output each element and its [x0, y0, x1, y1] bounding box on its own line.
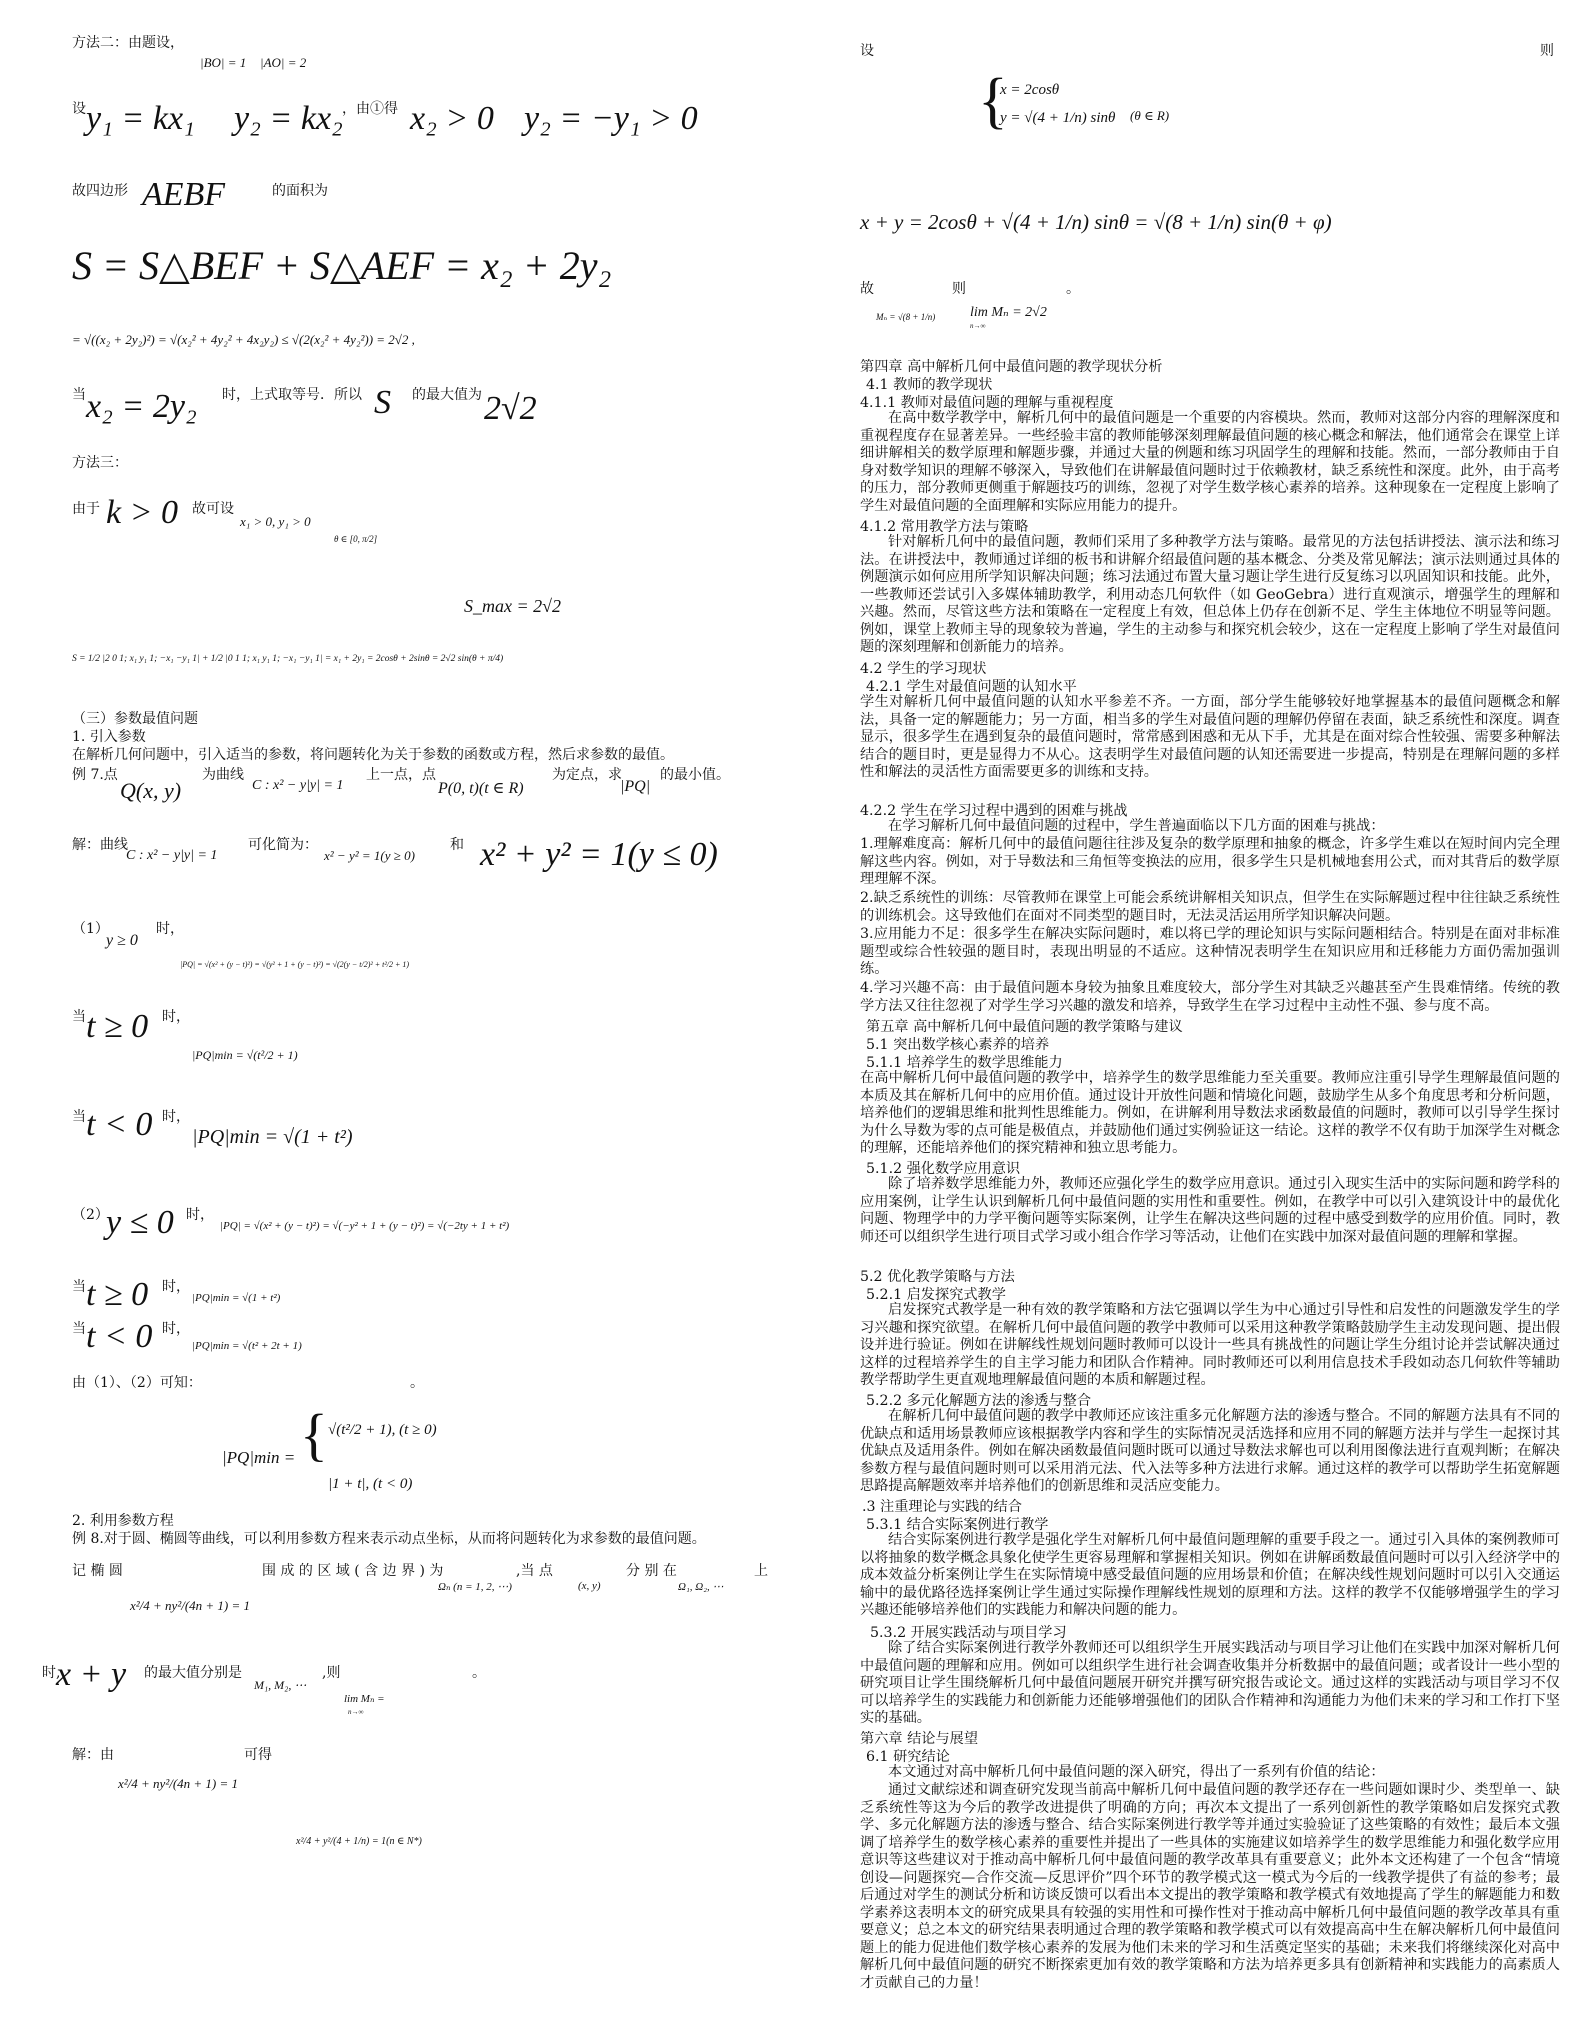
- s42-heading: 4.2 学生的学习现状: [860, 661, 987, 677]
- c2a-eq: |PQ|min = √(1 + t²): [192, 1292, 281, 1304]
- p422-4: 4.学习兴趣不高：由于最值问题本身较为抽象且难度较大，部分学生对其缺乏兴趣甚至产生畏难情绪。传统的教学方法又往往忽视了对学生学习兴趣的激发和培养，导致学生在学习过程中主动性不强、参与度不高。: [860, 980, 1560, 1014]
- c1a-text: 时，: [162, 1009, 190, 1025]
- m3-cond: x₁ > 0, y₁ > 0: [240, 514, 311, 529]
- result-bottom: |1 + t|, (t < 0): [328, 1476, 413, 1492]
- ch5-heading: 第五章 高中解析几何中最值问题的教学策略与建议: [866, 1019, 1183, 1035]
- set-eq3: x₂ > 0: [410, 100, 494, 137]
- p532: 除了结合实际案例进行教学外教师还可以组织学生开展实践活动与项目学习让他们在实践中加深对解析几何中最值问题的理解和应用。例如可以组织学生进行社会调查收集并分析数据中的最值问题；或者设计一些小型的研究项目让学生围绕解析几何中最值问题展开研究并撰写研究报告或论文。通过这样的实践活动与项目学习不仅可以培养学生的实践能力和创新能力还能够增强他们的团队合作精神和沟通能力为他们未来的学习和工作打下坚实的基础。: [860, 1640, 1560, 1726]
- sol8-b: 可得: [244, 1747, 272, 1763]
- c2a-when: 当: [72, 1279, 86, 1295]
- c2b-eq: |PQ|min = √(t² + 2t + 1): [192, 1340, 302, 1352]
- ex8-e: 上: [754, 1563, 768, 1579]
- conclusion-line: 由（1）、（2）可知：: [72, 1375, 202, 1391]
- c2b-cond: t < 0: [86, 1318, 153, 1355]
- mn-eq: Mₙ = √(8 + 1/n): [876, 312, 936, 322]
- sol-a: 解：曲线: [72, 837, 128, 853]
- ex8-xy: (x, y): [578, 1580, 601, 1592]
- ex8-text: 例 8.对于圆、椭圆等曲线，可以利用参数方程来表示动点坐标，从而将问题转化为求参数的最值问题。: [72, 1531, 706, 1547]
- c1b-text: 时，: [162, 1109, 190, 1125]
- s531-heading: 5.3.1 结合实际案例进行教学: [866, 1517, 1049, 1533]
- p61b: 通过文献综述和调查研究发现当前高中解析几何中最值问题的教学还存在一些问题如课时少、类型单一、缺乏系统性等这为今后的教学改进提供了明确的方向；再次本文提出了一系列创新性的教学策略如启发探究式教学、多元化解题方法的渗透与整合、结合实际案例进行教学等并通过实验验证了这些策略的有效性；最后本文强调了培养学生的数学核心素养的重要性并提出了一些具体的实施建议如培养学生的数学思维能力和强化数学应用意识等这些建议对于推动高中解析几何中最值问题的教学改革具有重要意义；此外本文还构建了一个包含“情境创设—问题探究—合作交流—反思评价”四个环节的教学模式这一模式为今后的一线教学提供了有益的参考；最后通过对学生的测试分析和访谈反馈可以看出本文提出的教学策略和教学模式有效地提高了学生的解题能力和数学素养这表明本文的研究成果具有较强的实用性和可操作性对于推动高中解析几何中最值问题的教学改革具有重要意义；总之本文的研究结果表明通过合理的教学策略和教学模式可以有效提高高中生在解决解析几何中最值问题上的能力促进他们数学核心素养的发展为他们未来的学习和生活奠定坚实的基础；未来我们将继续深化对高中解析几何中最值问题的研究不断探索更加有效的教学策略和方法为培养更多具有创新精神和实践能力的高素质人才贡献自己的力量！: [860, 1782, 1560, 1991]
- sum-eq: x + y = 2cosθ + √(4 + 1/n) sinθ = √(8 + 1/n) sin(θ + φ): [860, 210, 1332, 234]
- result-top: √(t²/2 + 1), (t ≥ 0): [328, 1422, 437, 1438]
- r-dot: 。: [1066, 281, 1080, 297]
- p522: 在解析几何中最值问题的教学中教师还应该注重多元化解题方法的渗透与整合。不同的解题方法具有不同的优缺点和适用场景教师应该根据教学内容和学生的实际情况灵活选择和应用不同的解题方法并与学生一起探讨其优缺点及适用条件。例如在解决函数最值问题时既可以通过导数法求解也可以利用图像法进行直观判断；在解决参数方程与最值问题时则可以采用消元法、代入法等多种方法进行求解。通过这样的教学可以帮助学生拓宽解题思路提高解题效率并培养他们的创新思维和灵活应变能力。: [860, 1408, 1560, 1494]
- case2-label: （2）: [72, 1207, 109, 1223]
- s532-heading: 5.3.2 开展实践活动与项目学习: [870, 1625, 1067, 1641]
- s512-heading: 5.1.2 强化数学应用意识: [866, 1161, 1021, 1177]
- ex8-d: 分 别 在: [626, 1563, 677, 1579]
- p412: 针对解析几何中的最值问题，教师们采用了多种教学方法与策略。最常见的方法包括讲授法、演示法和练习法。在讲授法中，教师通过详细的板书和讲解介绍最值问题的基本概念、分类及常见解法；演示法则通过具体的例题演示如何应用所学知识解决问题；练习法通过布置大量习题让学生进行反复练习以巩固知识和技能。此外，一些教师还尝试引入多媒体辅助教学，利用动态几何软件（如 GeoGebra）进行直观演示，增强学生的理解和兴趣。然而，尽管这些方法和策略在一定程度上有效，但总体上仍存在创新不足、学生主体地位不明显等问题。例如，课堂上教师主导的现象较为普遍，学生的主动参与和探究机会较少，这在一定程度上影响了学生对最值问题的深刻理解和创新能力的培养。: [860, 534, 1560, 655]
- ch6-heading: 第六章 结论与展望: [860, 1731, 979, 1747]
- ex8-h: ,则: [322, 1665, 341, 1681]
- sol-c: C : x² − y|y| = 1: [126, 848, 218, 863]
- p421: 学生对解析几何中最值问题的认知水平参差不齐。一方面，部分学生能够较好地掌握基本的最值问题概念和解法，具备一定的解题能力；另一方面，相当多的学生对最值问题的理解仍停留在表面，缺乏系统性和深度。调查显示，很多学生在遇到复杂的最值问题时，常常感到困惑和无从下手，尤其是在面对综合性较强、需要多种解法结合的题目时，更是显得力不从心。这表明学生对最值问题的认知还需要进一步提高，特别是在理解问题的多样性和解法的灵活性方面需要更多的训练和支持。: [860, 694, 1560, 780]
- s52-heading: 5.2 优化教学策略与方法: [860, 1269, 1015, 1285]
- c1a-when: 当: [72, 1009, 86, 1025]
- p411: 在高中数学教学中，解析几何中的最值问题是一个重要的内容模块。然而，教师对这部分内容的理解深度和重视程度存在显著差异。一些经验丰富的教师能够深刻理解最值问题的核心概念和解法，他们通常会在课堂上详细讲解相关的数学原理和解题步骤，并通过大量的例题和练习巩固学生的理解和技能。然而，一部分教师由于自身对数学知识的理解不够深入，导致他们在讲解最值问题时过于依赖教材，缺乏系统性和深度。此外，由于高考的压力，部分教师更侧重于解题技巧的训练，忽视了对学生数学核心素养的培养。这种现象在一定程度上影响了学生对最值问题的全面理解和实际应用能力的提升。: [860, 410, 1560, 514]
- set-eq4: y₂ = −y₁ > 0: [524, 100, 698, 137]
- s522-heading: 5.2.2 多元化解题方法的渗透与整合: [866, 1393, 1092, 1409]
- p521: 启发探究式教学是一种有效的教学策略和方法它强调以学生为中心通过引导性和启发性的问题激发学生的学习兴趣和探究欲望。在解析几何中最值问题的教学中教师可以采用这种教学策略鼓励学生主动发现问题、提出假设并进行验证。例如在讲解线性规划问题时教师可以设计一些具有挑战性的问题让学生分组讨论并尝试解决通过这样的过程培养学生的自主学习能力和团队合作精神。同时教师还可以利用信息技术手段如动态几何软件等辅助教学帮助学生更直观地理解最值问题的本质和解题过程。: [860, 1302, 1560, 1388]
- ex7-b: 为曲线: [202, 767, 244, 783]
- sol-eq1: x² − y² = 1(y ≥ 0): [324, 848, 415, 863]
- ex8-xy2: x + y: [56, 1656, 127, 1693]
- ch4-heading: 第四章 高中解析几何中最值问题的教学现状分析: [860, 359, 1163, 375]
- c2a-text: 时，: [162, 1279, 190, 1295]
- eq-text: 时，上式取等号．所以: [222, 387, 362, 403]
- sol-b: 可化简为：: [248, 837, 318, 853]
- case2-eq: |PQ| = √(x² + (y − t)²) = √(−y² + 1 + (y − t)²) = √(−2ty + 1 + t²): [220, 1220, 510, 1232]
- c2a-cond: t ≥ 0: [86, 1276, 149, 1313]
- case2-cond: y ≤ 0: [106, 1204, 174, 1241]
- ex8-lim-sub: n→∞: [348, 1708, 364, 1716]
- case2-when: 时，: [186, 1207, 214, 1223]
- ex8-dot: 。: [472, 1665, 486, 1681]
- s421-heading: 4.2.1 学生对最值问题的认知水平: [866, 679, 1077, 695]
- m3-theta: θ ∈ [0, π/2]: [334, 534, 378, 544]
- ex7-q: Q(x, y): [120, 778, 182, 803]
- p531: 结合实际案例进行教学是强化学生对解析几何中最值问题理解的重要手段之一。通过引入具体的案例教师可以将抽象的数学概念具象化使学生更容易理解和掌握相关知识。例如在讲解函数最值问题时可以引入经济学中的成本效益分析案例让学生在实际情境中感受最值问题的应用场景和价值；在解决线性规划问题时可以引入交通运输中的最优路径选择案例让学生通过实际操作理解线性规划的原理和方法。这样的教学不仅能够增强学生的学习兴趣还能够培养他们的实践能力和解决问题的能力。: [860, 1532, 1560, 1618]
- sol-and: 和: [450, 837, 464, 853]
- ex8-omega: Ωₙ (n = 1, 2, ⋯): [438, 1581, 512, 1593]
- p422-1: 1.理解难度高：解析几何中的最值问题往往涉及复杂的数学原理和抽象的概念，许多学生难以在短时间内完全理解这些内容。例如，对于导数法和三角恒等变换法的应用，很多学生只是机械地套用公式，而对其背后的数学原理理解不深。: [860, 836, 1560, 887]
- ex7-e: 为定点，求: [552, 767, 622, 783]
- method3-line: 方法三：: [72, 455, 128, 471]
- c1a-cond: t ≥ 0: [86, 1008, 149, 1045]
- param-x: x = 2cosθ: [1000, 82, 1060, 98]
- set-from: ，由①得: [342, 101, 398, 117]
- area-eq: S = S△BEF + S△AEF = x₂ + 2y₂: [72, 243, 612, 288]
- ex8-b: 围 成 的 区 域 ( 含 边 界 ) 为: [262, 1563, 444, 1579]
- c2b-text: 时，: [162, 1321, 190, 1337]
- ex8-lim: lim Mₙ =: [344, 1693, 385, 1705]
- sol-eq2: x² + y² = 1(y ≤ 0): [480, 836, 718, 873]
- ex7-c: C : x² − y|y| = 1: [252, 778, 344, 793]
- m3-smax: S_max = 2√2: [464, 596, 562, 616]
- p61a: 本文通过对高中解析几何中最值问题的深入研究，得出了一系列有价值的结论：: [888, 1764, 1385, 1780]
- sec3-heading: （三）参数最值问题: [72, 711, 198, 727]
- set-eq2: y₂ = kx₂: [234, 100, 343, 137]
- ex8-a: 记 椭 圆: [72, 1563, 123, 1579]
- ex7-f: 的最小值。: [660, 767, 730, 783]
- s51-heading: 5.1 突出数学核心素养的培养: [866, 1037, 1050, 1053]
- ex8-omegas: Ω₁, Ω₂, ⋯: [678, 1581, 724, 1593]
- area-name: AEBF: [142, 176, 226, 213]
- area-suffix: 的面积为: [272, 183, 328, 199]
- sec3-1-text: 在解析几何问题中，引入适当的参数，将问题转化为关于参数的函数或方程，然后求参数的最值。: [72, 747, 674, 763]
- s422-heading: 4.2.2 学生在学习过程中遇到的困难与挑战: [860, 803, 1128, 819]
- case1-eq: |PQ| = √(x² + (y − t)²) = √(y² + 1 + (y − t)²) = √(2(y − t/2)² + t²/2 + 1): [180, 960, 410, 969]
- lim-eq: lim Mₙ = 2√2: [970, 305, 1047, 320]
- set-label: 设: [72, 101, 86, 117]
- ex7-p: P(0, t)(t ∈ R): [438, 780, 524, 797]
- s521-heading: 5.2.1 启发探究式教学: [866, 1287, 1006, 1303]
- r-so: 故: [860, 281, 874, 297]
- s41-heading: 4.1 教师的教学现状: [866, 377, 993, 393]
- c2b-when: 当: [72, 1321, 86, 1337]
- ex7-a: 例 7.点: [72, 767, 118, 783]
- p422-3: 3.应用能力不足：很多学生在解决实际问题时，难以将已学的理论知识与实际问题相结合。特别是在面对非标准题型或综合性较强的题目时，表现出明显的不适应。这种情况表明学生在知识应用和迁移能力方面仍需加强训练。: [860, 926, 1560, 977]
- p511: 在高中解析几何中最值问题的教学中，培养学生的数学思维能力至关重要。教师应注重引导学生理解最值问题的本质及其在解析几何中的应用价值。通过设计开放性问题和情境化问题，鼓励学生从多个角度思考和分析问题，培养他们的逻辑思维和批判性思维能力。例如，在讲解利用导数法求函数最值的问题时，教师可以引导学生探讨为什么导数为零的点可能是极值点，并鼓励他们通过实例验证这一结论。这样的教学不仅有助于加深学生对概念的理解，还能培养他们的探究精神和独立思考能力。: [860, 1070, 1560, 1156]
- sol8-a: 解：由: [72, 1747, 114, 1763]
- result-lhs: |PQ|min =: [222, 1448, 296, 1467]
- s411-heading: 4.1.1 教师对最值问题的理解与重视程度: [860, 395, 1114, 411]
- r-then: 则: [1540, 43, 1554, 59]
- case1-cond: y ≥ 0: [106, 932, 138, 949]
- area-label: 故四边形: [72, 183, 128, 199]
- lim-sub: n→∞: [970, 322, 986, 330]
- eq-S: S: [374, 384, 391, 421]
- area-chain: = √((x₂ + 2y₂)²) = √(x₂² + 4y₂² + 4x₂y₂) ≤ √(2(x₂² + 4y₂²)) = 2√2 ,: [72, 332, 415, 347]
- m3-det: S = 1/2 |2 0 1; x₁ y₁ 1; −x₁ −y₁ 1| + 1/2 |0 1 1; x₁ y₁ 1; −x₁ −y₁ 1| = x₁ + 2y₁ = 2cosθ + 2sinθ = 2√2 sin(θ + π/4): [72, 654, 504, 664]
- ex7-pq: |PQ|: [620, 778, 651, 795]
- m3-set: 故可设: [192, 501, 234, 517]
- set-eq1: y₁ = kx₁: [86, 100, 195, 137]
- c1a-eq: |PQ|min = √(t²/2 + 1): [192, 1048, 298, 1062]
- ao-eq: |AO| = 2: [260, 55, 307, 70]
- method2-line: 方法二：由题设，: [72, 35, 184, 51]
- ex7-d: 上一点，点: [366, 767, 436, 783]
- eq-max-val: 2√2: [484, 390, 537, 427]
- param-brace: {: [978, 67, 1008, 135]
- p422-2: 2.缺乏系统性的训练：尽管教师在课堂上可能会系统讲解相关知识点，但学生在实际解题过程中往往缺乏系统性的训练机会。这导致他们在面对不同类型的题目时，无法灵活运用所学知识解决问题。: [860, 890, 1560, 924]
- r-set: 设: [860, 43, 874, 59]
- c1b-eq: |PQ|min = √(1 + t²): [192, 1126, 353, 1148]
- ex8-ellipse: x²/4 + ny²/(4n + 1) = 1: [130, 1598, 251, 1613]
- sec3-1-heading: 1. 引入参数: [72, 729, 146, 745]
- param-theta: (θ ∈ R): [1130, 108, 1170, 123]
- ex8-f: 时,: [42, 1665, 61, 1681]
- sol8-eq2: x²/4 + y²/(4 + 1/n) = 1(n ∈ N*): [296, 1836, 422, 1847]
- c1b-when: 当: [72, 1109, 86, 1125]
- result-brace: {: [300, 1402, 328, 1467]
- ex8-c: ,当 点: [516, 1563, 553, 1579]
- case1-label: （1）: [72, 921, 109, 937]
- param-y: y = √(4 + 1/n) sinθ: [1000, 110, 1116, 126]
- p422: 在学习解析几何中最值问题的过程中，学生普遍面临以下几方面的困难与挑战：: [888, 818, 1385, 834]
- eq-cond: x₂ = 2y₂: [86, 388, 197, 425]
- s53-heading: .3 注重理论与实践的结合: [862, 1499, 1022, 1515]
- s511-heading: 5.1.1 培养学生的数学思维能力: [866, 1055, 1063, 1071]
- case1-when: 时，: [156, 921, 184, 937]
- c1b-cond: t < 0: [86, 1106, 153, 1143]
- sol8-eq1: x²/4 + ny²/(4n + 1) = 1: [118, 1776, 239, 1791]
- eq-max-text: 的最大值为: [412, 387, 482, 403]
- s61-heading: 6.1 研究结论: [866, 1749, 950, 1765]
- ex8-g: 的最大值分别是: [144, 1665, 242, 1681]
- eq-when: 当: [72, 387, 86, 403]
- bo-eq: |BO| = 1: [200, 55, 247, 70]
- conclusion-dot: 。: [410, 1375, 424, 1391]
- m3-from: 由于: [72, 501, 100, 517]
- ex8-m: M₁, M₂, ⋯: [254, 1678, 307, 1692]
- s412-heading: 4.1.2 常用教学方法与策略: [860, 519, 1029, 535]
- m3-k: k > 0: [106, 494, 179, 531]
- sec3-2-heading: 2. 利用参数方程: [72, 1513, 174, 1529]
- r-then2: 则: [952, 281, 966, 297]
- p512: 除了培养数学思维能力外，教师还应强化学生的数学应用意识。通过引入现实生活中的实际问题和跨学科的应用案例，让学生认识到解析几何中最值问题的实用性和重要性。例如，在教学中可以引入建筑设计中的最优化问题、物理学中的力学平衡问题等实际案例，让学生在解决这些问题的过程中感受到数学的应用价值。同时，教师还可以组织学生进行项目式学习或小组合作学习等活动，让他们在实践中加深对最值问题的理解和掌握。: [860, 1176, 1560, 1245]
